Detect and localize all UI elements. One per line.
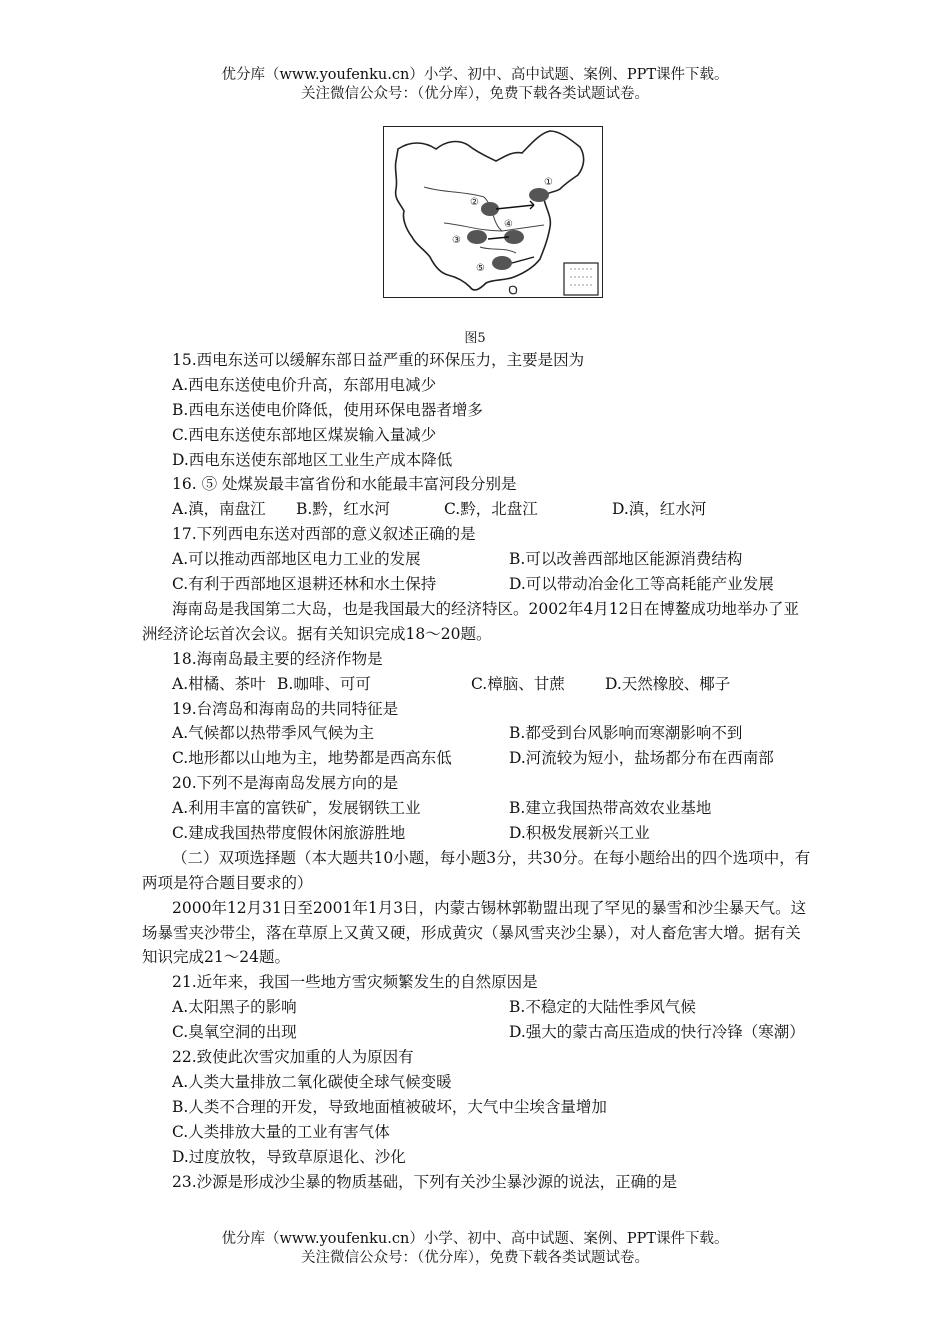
q17-options-cd [142,572,814,597]
q22-option-c: C.人类排放大量的工业有害气体 [172,1122,390,1141]
marker-1: ① [544,177,553,188]
q20-options-ab [142,796,814,821]
hainan-island [509,286,516,294]
q19-option-b: B.都受到台风影响而寒潮影响不到 [509,724,743,743]
q15-option-a: A.西电东送使电价升高，东部用电减少 [172,375,437,394]
q19-options-ab [142,721,814,746]
china-map-figure [383,126,603,298]
q21-option-b: B.不稳定的大陆性季风气候 [509,998,696,1017]
page-footer [0,1230,950,1268]
q21-option-c: C.臭氧空洞的出现 [172,1023,297,1042]
header-line-2: 关注微信公众号：（优分库），免费下载各类试题试卷。 [301,86,649,102]
q22-option-b: B.人类不合理的开发，导致地面植被破坏，大气中尘埃含量增加 [172,1097,607,1116]
q22-option-d: D.过度放牧，导致草原退化、沙化 [172,1147,406,1166]
q17-options-ab [142,547,814,572]
q16-stem: 16. ⑤ 处煤炭最丰富省份和水能最丰富河段分别是 [172,475,517,494]
footer-line-1: 优分库（www.youfenku.cn）小学、初中、高中试题、案例、PPT课件下载。 [221,1231,729,1247]
q18-option-b: B.咖啡、可可 [277,674,371,693]
q16-option-c: C.黔，北盘江 [444,500,538,519]
q18-stem: 18.海南岛最主要的经济作物是 [172,649,383,668]
hatched-area-1 [529,188,549,202]
marker-4: ④ [504,219,513,230]
marker-3: ③ [452,235,461,246]
passage-sandstorm: 2000年12月31日至2001年1月3日，内蒙古锡林郭勒盟出现了罕见的暴雪和沙尘暴天气。这场暴雪夹沙带尘，落在草原上又黄又硬，形成黄灾（暴风雪夹沙尘暴），对人畜危害大增。据有关知识完成21～24题。 [142,898,807,967]
q21-options-ab [142,995,814,1020]
q19-options-cd [142,746,814,771]
q21-stem: 21.近年来，我国一些地方雪灾频繁发生的自然原因是 [172,973,538,992]
q17-stem: 17.下列西电东送对西部的意义叙述正确的是 [172,525,476,544]
q17-option-d: D.可以带动冶金化工等高耗能产业发展 [509,575,774,594]
q22-option-a: A.人类大量排放二氧化碳使全球气候变暖 [172,1072,452,1091]
q15-option-d: D.西电东送使东部地区工业生产成本降低 [172,450,453,469]
page-header [0,66,950,104]
q18-options [142,672,814,697]
q20-stem: 20.下列不是海南岛发展方向的是 [172,774,399,793]
q19-option-c: C.地形都以山地为主，地势都是西高东低 [172,749,452,768]
q17-option-a: A.可以推动西部地区电力工业的发展 [172,550,421,569]
q19-stem: 19.台湾岛和海南岛的共同特征是 [172,699,399,718]
q22-stem: 22.致使此次雪灾加重的人为原因有 [172,1048,414,1067]
q16-option-b: B.黔，红水河 [296,500,390,519]
q19-option-a: A.气候都以热带季风气候为主 [172,724,375,743]
hatched-area-3 [467,230,487,244]
q17-option-c: C.有利于西部地区退耕还林和水土保持 [172,575,437,594]
q20-option-d: D.积极发展新兴工业 [509,823,650,842]
footer-line-2: 关注微信公众号：（优分库），免费下载各类试题试卷。 [301,1250,649,1266]
figure-caption: 图5 [464,331,486,346]
q16-options [142,497,814,522]
q20-option-b: B.建立我国热带高效农业基地 [509,799,712,818]
q21-option-a: A.太阳黑子的影响 [172,998,297,1017]
exam-content [142,348,814,1194]
marker-2: ② [470,197,479,208]
marker-5: ⑤ [476,263,485,274]
q16-option-d: D.滇，红水河 [612,500,707,519]
south-china-sea-inset [564,263,598,295]
q23-stem: 23.沙源是形成沙尘暴的物质基础，下列有关沙尘暴沙源的说法，正确的是 [172,1172,678,1191]
section-2-heading: （二）双项选择题（本大题共10小题，每小题3分，共30分。在每小题给出的四个选项中，有两项是符合题目要求的） [142,848,811,892]
q20-option-c: C.建成我国热带度假休闲旅游胜地 [172,823,406,842]
hatched-area-5 [492,256,512,270]
q17-option-b: B.可以改善西部地区能源消费结构 [509,550,743,569]
q18-option-d: D.天然橡胶、椰子 [605,674,731,693]
china-outline-map [384,127,604,299]
q18-option-a: A.柑橘、茶叶 [172,674,266,693]
q19-option-d: D.河流较为短小，盐场都分布在西南部 [509,749,774,768]
q21-options-cd [142,1020,814,1045]
q21-option-d: D.强大的蒙古高压造成的快行冷锋（寒潮） [509,1023,805,1042]
passage-hainan: 海南岛是我国第二大岛，也是我国最大的经济特区。2002年4月12日在博鳌成功地举办了亚洲经济论坛首次会议。据有关知识完成18～20题。 [142,599,800,643]
q15-option-c: C.西电东送使东部地区煤炭输入量减少 [172,425,437,444]
inner-boundaries [424,187,544,253]
q15-option-b: B.西电东送使电价降低，使用环保电器者增多 [172,400,483,419]
q15-stem: 15.西电东送可以缓解东部日益严重的环保压力，主要是因为 [172,351,585,369]
q16-option-a: A.滇，南盘江 [172,500,266,519]
q18-option-c: C.樟脑、甘蔗 [471,674,565,693]
q20-options-cd [142,821,814,846]
q20-option-a: A.利用丰富的富铁矿，发展钢铁工业 [172,799,421,818]
header-line-1: 优分库（www.youfenku.cn）小学、初中、高中试题、案例、PPT课件下载。 [221,67,729,83]
